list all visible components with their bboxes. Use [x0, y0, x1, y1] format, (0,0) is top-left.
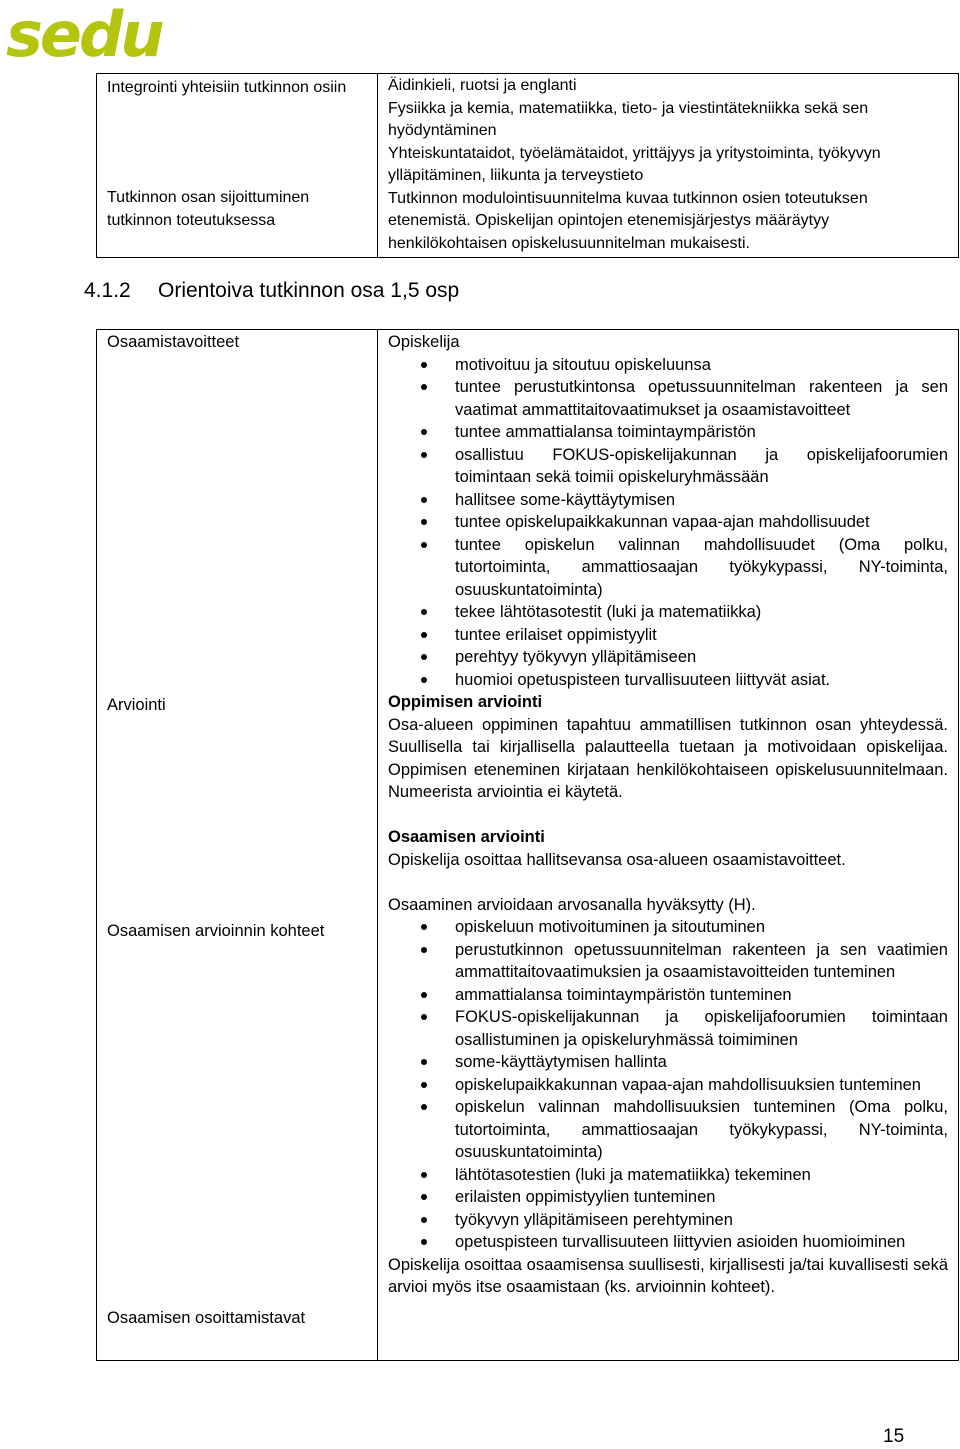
- label-targets: Osaamisen arvioinnin kohteet: [107, 922, 325, 940]
- list-item: tuntee perustutkintonsa opetussuunnitelman rakenteen ja sen vaatimat ammattitaitovaatimukset ja osaamistavoitteet: [388, 376, 948, 421]
- svg-text:sedu: sedu: [6, 4, 162, 66]
- list-item: osallistuu FOKUS-opiskelijakunnan ja opiskelijafoorumien toimintaan sekä toimii opiskeluryhmässään: [388, 444, 948, 489]
- list-item: työkyvyn ylläpitämiseen perehtyminen: [388, 1209, 948, 1232]
- section-heading: [84, 279, 459, 303]
- list-item: FOKUS-opiskelijakunnan ja opiskelijafoorumien toimintaan osallistuminen ja opiskeluryhmässä toimiminen: [388, 1006, 948, 1051]
- row-label-2: Tutkinnon osan sijoittuminen tutkinnon toteutuksessa: [107, 189, 310, 229]
- list-item: lähtötasotestien (luki ja matematiikka) tekeminen: [388, 1164, 948, 1187]
- demonstration-text: Opiskelija osoittaa osaamisensa suullisesti, kirjallisesti ja/tai kuvallisesti sekä arvioi myös itse osaamistaan (ks. arvioinnin kohteet).: [388, 1255, 948, 1296]
- label-column: [97, 330, 378, 1361]
- list-item: perehtyy työkyvyn ylläpitämiseen: [388, 646, 948, 669]
- section-title: Orientoiva tutkinnon osa 1,5 osp: [158, 279, 460, 302]
- list-item: tekee lähtötasotestit (luki ja matematiikka): [388, 601, 948, 624]
- sedu-logo: [6, 4, 176, 71]
- objectives-list: [388, 354, 948, 692]
- row-content: [378, 74, 959, 258]
- competence-assessment-title: Osaamisen arviointi: [388, 828, 545, 846]
- list-item: some-käyttäytymisen hallinta: [388, 1051, 948, 1074]
- list-item: opiskelupaikkakunnan vapaa-ajan mahdollisuuksien tunteminen: [388, 1074, 948, 1097]
- list-item: tuntee ammattialansa toimintaympäristön: [388, 421, 948, 444]
- list-item: tuntee opiskelun valinnan mahdollisuudet (Oma polku, tutortoiminta, ammattiosaajan työkykypassi, NY-toiminta, osuuskuntatoiminta): [388, 534, 948, 602]
- section-number: 4.1.2: [84, 279, 131, 302]
- competence-assessment-text: Opiskelija osoittaa hallitsevansa osa-alueen osaamistavoitteet.: [388, 850, 846, 869]
- table-row: [97, 330, 959, 1361]
- list-item: opiskelun valinnan mahdollisuuksien tunteminen (Oma polku, tutortoiminta, ammattiosaajan työkykypassi, NY-toiminta, osuuskuntatoiminta): [388, 1096, 948, 1164]
- list-item: huomioi opetuspisteen turvallisuuteen liittyvät asiat.: [388, 669, 948, 692]
- learning-assessment-title: Oppimisen arviointi: [388, 693, 543, 711]
- label-demonstration: Osaamisen osoittamistavat: [107, 1309, 306, 1327]
- page-number: 15: [883, 1426, 905, 1447]
- targets-list: [388, 916, 948, 1254]
- course-unit-table: [96, 329, 959, 1361]
- content-line: Äidinkieli, ruotsi ja englanti: [388, 77, 577, 94]
- learning-assessment-text: Osa-alueen oppiminen tapahtuu ammatillisen tutkinnon osan yhteydessä. Suullisella tai kirjallisella palautteella tuetaan ja motivoidaan opiskelijaa. Oppimisen eteneminen kirjataan henkilökohtaiseen opiskelusuunnitelmaan. Numeerista arviointia ei käytetä.: [388, 715, 948, 801]
- label-objectives: Osaamistavoitteet: [107, 333, 240, 351]
- grade-text: Osaaminen arvioidaan arvosanalla hyväksytty (H).: [388, 895, 756, 914]
- content-line: Yhteiskuntataidot, työelämätaidot, yrittäjyys ja yritystoiminta, työkyvyn ylläpitäminen, liikunta ja terveystieto: [388, 144, 881, 184]
- list-item: perustutkinnon opetussuunnitelman rakenteen ja sen vaatimien ammattitaitovaatimuksien ja osaamistavoitteiden tunteminen: [388, 939, 948, 984]
- row-label: Integrointi yhteisiin tutkinnon osiin: [97, 74, 378, 258]
- list-item: tuntee opiskelupaikkakunnan vapaa-ajan mahdollisuudet: [388, 511, 948, 534]
- label-assessment: Arviointi: [107, 696, 166, 714]
- list-item: ammattialansa toimintaympäristön tunteminen: [388, 984, 948, 1007]
- sedu-logo-mark: [6, 4, 176, 66]
- list-item: opetuspisteen turvallisuuteen liittyvien asioiden huomioiminen: [388, 1231, 948, 1254]
- list-item: tuntee erilaiset oppimistyylit: [388, 624, 948, 647]
- content-line: Fysiikka ja kemia, matematiikka, tieto- ja viestintätekniikka sekä sen hyödyntäminen: [388, 99, 869, 139]
- list-item: opiskeluun motivoituminen ja sitoutuminen: [388, 916, 948, 939]
- content-line: Tutkinnon modulointisuunnitelma kuvaa tutkinnon osien toteutuksen etenemistä. Opiskelijan opintojen etenemisjärjestys määräytyy henkilökohtaisen opiskelusuunnitelman mukaisesti.: [388, 189, 868, 252]
- list-item: hallitsee some-käyttäytymisen: [388, 489, 948, 512]
- list-item: motivoituu ja sitoutuu opiskeluunsa: [388, 354, 948, 377]
- content-column: [378, 330, 959, 1361]
- list-item: erilaisten oppimistyylien tunteminen: [388, 1186, 948, 1209]
- objectives-intro: Opiskelija: [388, 333, 460, 351]
